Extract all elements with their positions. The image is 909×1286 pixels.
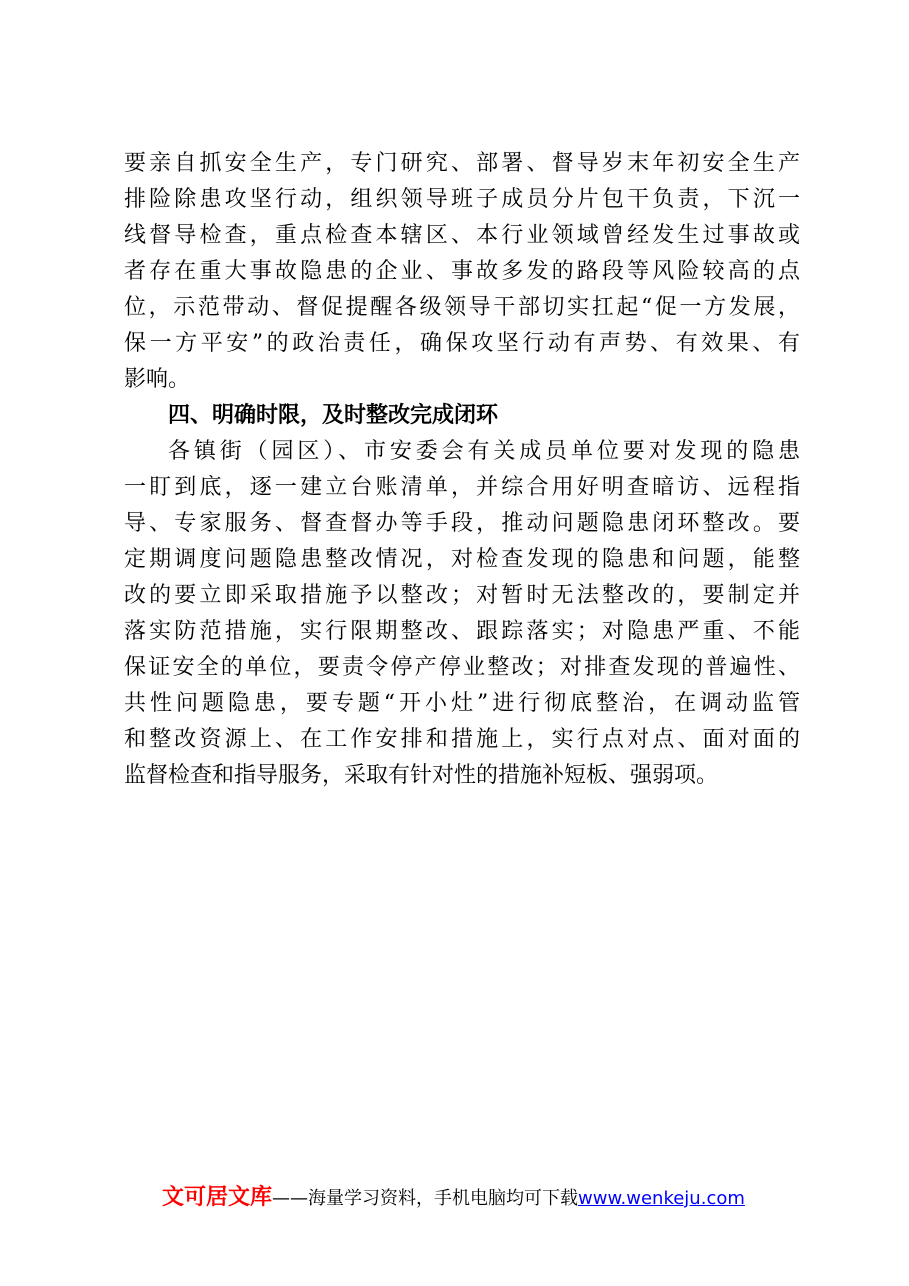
document-body	[124, 146, 800, 794]
section-heading: 四、明确时限，及时整改完成闭环	[168, 403, 499, 428]
paragraph-line: 排险除患攻坚行动，组织领导班子成员分片包干负责，下沉一	[124, 187, 800, 212]
paragraph-line: 共性问题隐患，要专题“开小灶”进行彻底整治，在调动监管	[124, 691, 800, 716]
website-link[interactable]: www.wenkeju.com	[578, 1188, 745, 1209]
paragraph-line: 者存在重大事故隐患的企业、事故多发的路段等风险较高的点	[124, 259, 800, 284]
footer-slogan: ——海量学习资料，手机电脑均可下载	[272, 1188, 579, 1209]
paragraph-line: 保一方平安”的政治责任，确保攻坚行动有声势、有效果、有	[124, 331, 800, 356]
paragraph-line: 位，示范带动、督促提醒各级领导干部切实扛起“促一方发展，	[124, 295, 800, 320]
brand-name: 文可居文库	[162, 1185, 273, 1210]
paragraph-line: 和整改资源上、在工作安排和措施上，实行点对点、面对面的	[124, 727, 800, 752]
paragraph-line: 保证安全的单位，要责令停产停业整改；对排查发现的普遍性、	[124, 655, 800, 680]
paragraph-line: 各镇街（园区）、市安委会有关成员单位要对发现的隐患	[168, 439, 800, 464]
paragraph-line: 改的要立即采取措施予以整改；对暂时无法整改的，要制定并	[124, 583, 800, 608]
paragraph-line: 要亲自抓安全生产，专门研究、部署、督导岁末年初安全生产	[124, 151, 800, 176]
footer-banner	[162, 1180, 745, 1216]
paragraph-line: 落实防范措施，实行限期整改、跟踪落实；对隐患严重、不能	[124, 619, 800, 644]
paragraph-line: 定期调度问题隐患整改情况，对检查发现的隐患和问题，能整	[124, 547, 800, 572]
paragraph-line: 线督导检查，重点检查本辖区、本行业领域曾经发生过事故或	[124, 223, 800, 248]
paragraph-line: 一盯到底，逐一建立台账清单，并综合用好明查暗访、远程指	[124, 475, 800, 500]
paragraph-line: 影响。	[124, 367, 191, 392]
paragraph-line: 监督检查和指导服务，采取有针对性的措施补短板、强弱项。	[124, 763, 719, 788]
paragraph-line: 导、专家服务、督查督办等手段，推动问题隐患闭环整改。要	[124, 511, 800, 536]
